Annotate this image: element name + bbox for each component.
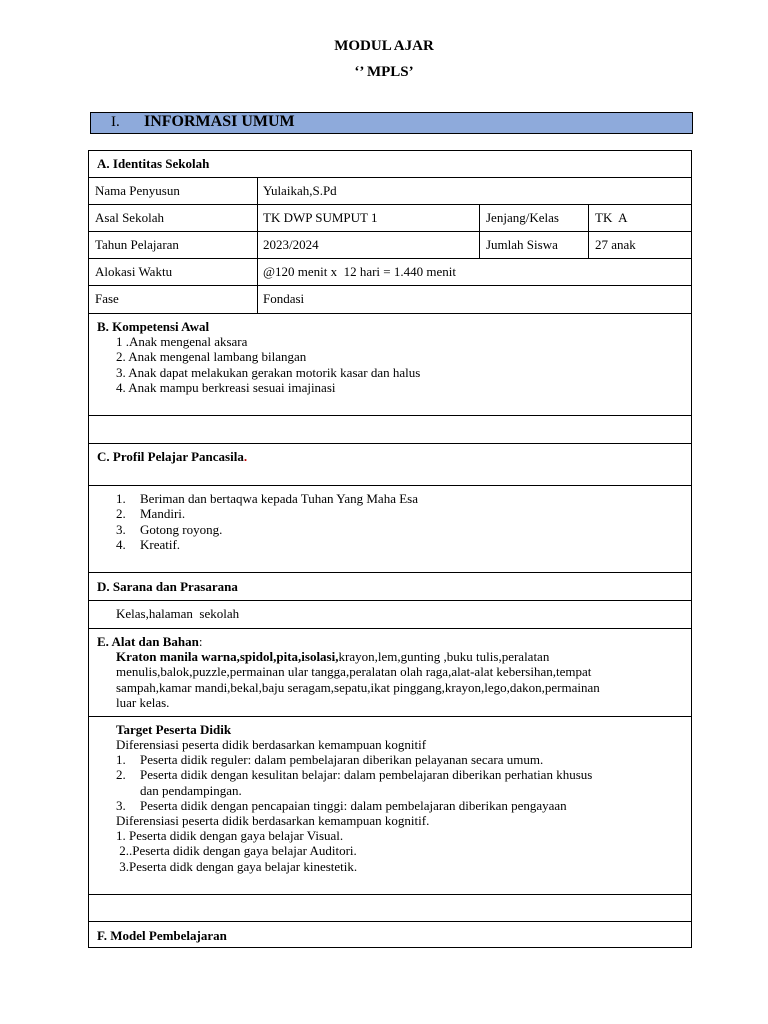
- alat-heading: [97, 634, 203, 649]
- row-divider: [88, 921, 692, 922]
- row-divider: [88, 258, 692, 259]
- list-number: 3.: [116, 797, 126, 813]
- list-number: 2.: [116, 506, 126, 522]
- model-heading: F. Model Pembelajaran: [97, 928, 227, 943]
- row-divider: [88, 415, 692, 416]
- list-item: 1. Peserta didik dengan gaya belajar Visual.: [116, 828, 344, 843]
- target-list-1: [116, 752, 592, 813]
- row-divider: [88, 443, 692, 444]
- list-item: [116, 798, 592, 813]
- list-item: 2. Anak mengenal lambang bilangan: [116, 349, 307, 365]
- alat-heading-text: E. Alat dan Bahan: [97, 634, 199, 649]
- sarana-value: Kelas,halaman sekolah: [116, 606, 240, 621]
- target-intro-2: Diferensiasi peserta didik berdasarkan kemampuan kognitif.: [116, 813, 430, 828]
- col-divider: [479, 204, 480, 258]
- asal-sekolah-value: TK DWP SUMPUT 1: [263, 210, 378, 225]
- row-divider: [88, 177, 692, 178]
- list-number: 3.: [116, 521, 126, 537]
- nama-penyusun-label: Nama Penyusun: [95, 183, 180, 198]
- list-number: 4.: [116, 536, 126, 552]
- kompetensi-list: [116, 334, 420, 395]
- identitas-heading: A. Identitas Sekolah: [97, 156, 210, 171]
- alat-description: [116, 649, 686, 710]
- list-item: 3. Anak dapat melakukan gerakan motorik kasar dan halus: [116, 364, 421, 380]
- alat-line: sampah,kamar mandi,bekal,baju seragam,sepatu,ikat pinggang,krayon,lego,dakon,permainan: [116, 679, 600, 695]
- list-number: 1.: [116, 752, 126, 767]
- row-divider: [88, 628, 692, 629]
- alokasi-label: Alokasi Waktu: [95, 264, 173, 279]
- document-title: MODUL AJAR: [334, 38, 434, 54]
- list-item: 1 .Anak mengenal aksara: [116, 334, 248, 349]
- list-text: Kreatif.: [140, 536, 181, 552]
- alat-line: menulis,balok,puzzle,permainan ular tangga,peralatan olah raga,alat-alat kebersihan,tempat: [116, 664, 592, 680]
- row-divider: [88, 716, 692, 717]
- row-divider: [88, 572, 692, 573]
- document-subtitle: ‘’ MPLS’: [354, 64, 414, 80]
- list-number: 2.: [116, 767, 126, 783]
- row-divider: [88, 894, 692, 895]
- list-text: Peserta didik dengan kesulitan belajar: dalam pembelajaran diberikan perhatian khusus: [140, 767, 593, 783]
- list-text: Peserta didik reguler: dalam pembelajaran diberikan pelayanan secara umum.: [140, 752, 544, 767]
- fase-value: Fondasi: [263, 291, 305, 306]
- row-divider: [88, 313, 692, 314]
- list-text: Gotong royong.: [140, 521, 223, 537]
- jumlah-label: Jumlah Siswa: [486, 237, 558, 252]
- target-intro-1: Diferensiasi peserta didik berdasarkan kemampuan kognitif: [116, 737, 427, 752]
- list-item: [116, 537, 418, 552]
- list-item: [116, 506, 418, 521]
- tahun-label: Tahun Pelajaran: [95, 237, 179, 252]
- list-text: Beriman dan bertaqwa kepada Tuhan Yang Maha Esa: [140, 491, 418, 506]
- profil-heading-dot: .: [243, 449, 248, 464]
- list-text: dan pendampingan.: [140, 782, 242, 798]
- target-list-2: [116, 828, 357, 874]
- jenjang-label: Jenjang/Kelas: [486, 210, 559, 225]
- list-item: 4. Anak mampu berkreasi sesuai imajinasi: [116, 379, 336, 395]
- col-divider: [257, 177, 258, 313]
- sarana-heading: D. Sarana dan Prasarana: [97, 579, 238, 594]
- row-divider: [88, 600, 692, 601]
- alat-line: luar kelas.: [116, 694, 170, 710]
- row-divider: [88, 485, 692, 486]
- tahun-value: 2023/2024: [263, 237, 319, 252]
- row-divider: [88, 231, 692, 232]
- section-header-bar: [90, 112, 693, 134]
- alat-bold-items: Kraton manila warna,spidol,pita,isolasi,: [116, 649, 339, 664]
- profil-list: [116, 491, 418, 552]
- profil-heading: [97, 449, 247, 464]
- list-item: [116, 522, 418, 537]
- list-item: [116, 752, 592, 767]
- row-divider: [88, 285, 692, 286]
- target-heading: Target Peserta Didik: [116, 722, 232, 737]
- list-item: 3.Peserta didk dengan gaya belajar kinestetik.: [116, 858, 358, 874]
- list-item: [116, 783, 592, 798]
- kompetensi-heading: B. Kompetensi Awal: [97, 319, 210, 334]
- section-number: I.: [111, 114, 120, 130]
- jumlah-value: 27 anak: [595, 237, 636, 252]
- list-number: 1.: [116, 491, 126, 506]
- section-title: INFORMASI UMUM: [144, 113, 295, 130]
- alat-heading-colon: :: [198, 634, 203, 649]
- list-text: Peserta didik dengan pencapaian tinggi: dalam pembelajaran diberikan pengayaan: [140, 797, 567, 813]
- list-text: Mandiri.: [140, 506, 186, 522]
- list-item: 2..Peserta didik dengan gaya belajar Auditori.: [116, 843, 357, 859]
- alokasi-value: @120 menit x 12 hari = 1.440 menit: [263, 264, 456, 279]
- profil-heading-text: C. Profil Pelajar Pancasila: [97, 449, 244, 464]
- asal-sekolah-label: Asal Sekolah: [95, 210, 164, 225]
- row-divider: [88, 204, 692, 205]
- alat-line: krayon,lem,gunting ,buku tulis,peralatan: [338, 649, 550, 664]
- nama-penyusun-value: Yulaikah,S.Pd: [263, 183, 337, 198]
- list-item: [116, 767, 592, 782]
- list-item: [116, 491, 418, 506]
- fase-label: Fase: [95, 291, 119, 306]
- jenjang-value: TK A: [595, 210, 628, 225]
- col-divider: [588, 204, 589, 258]
